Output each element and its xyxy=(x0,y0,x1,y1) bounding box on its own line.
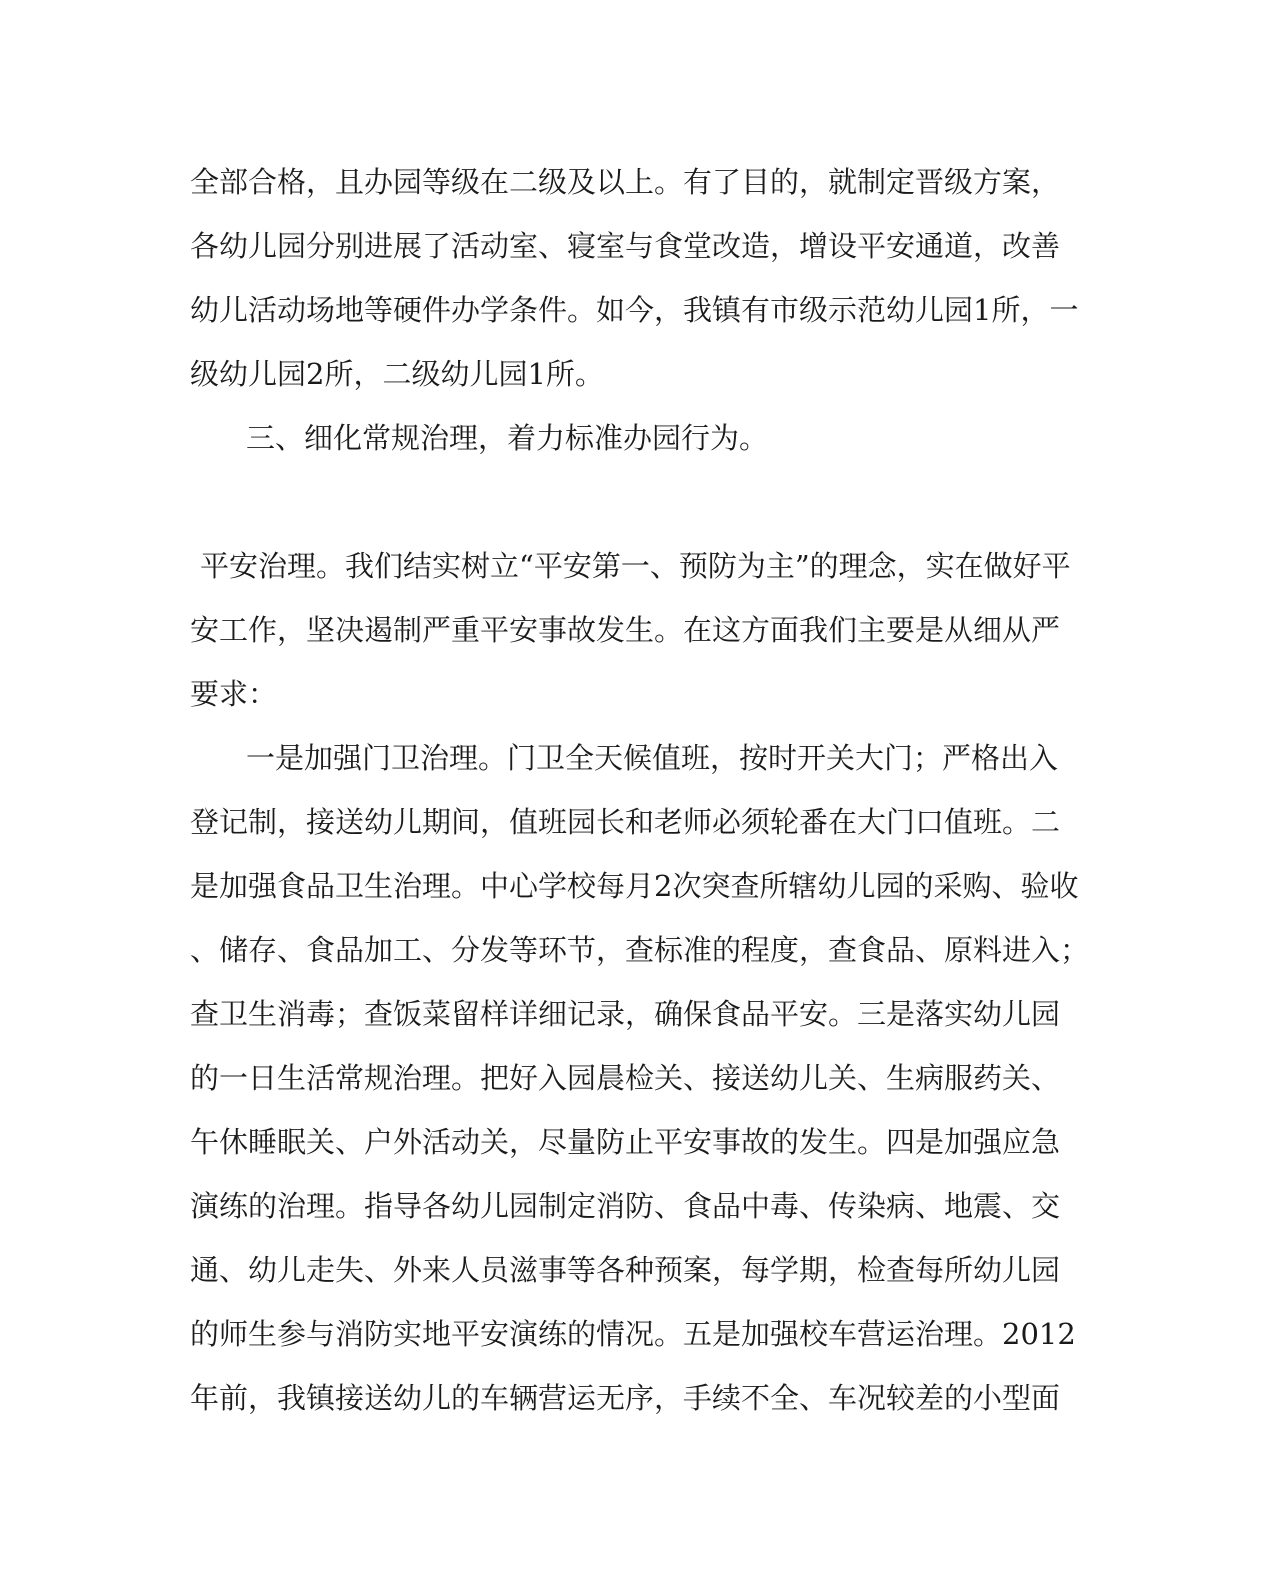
paragraph-line-7: 安工作，坚决遏制严重平安事故发生。在这方面我们主要是从细从严 xyxy=(190,613,1061,647)
paragraph-line-11: 是加强食品卫生治理。中心学校每月2次突查所辖幼儿园的采购、验收 xyxy=(190,869,1079,903)
paragraph-line-18: 的师生参与消防实地平安演练的情况。五是加强校车营运治理。2012 xyxy=(190,1317,1076,1351)
paragraph-line-12: 、储存、食品加工、分发等环节，查标准的程度，查食品、原料进入； xyxy=(190,933,1090,967)
paragraph-line-9: 一是加强门卫治理。门卫全天候值班，按时开关大门；严格出入 xyxy=(246,741,1059,775)
paragraph-line-10: 登记制，接送幼儿期间，值班园长和老师必须轮番在大门口值班。二 xyxy=(190,805,1061,839)
paragraph-line-2: 各幼儿园分别进展了活动室、寝室与食堂改造，增设平安通道，改善 xyxy=(190,229,1061,263)
paragraph-line-1: 全部合格，且办园等级在二级及以上。有了目的，就制定晋级方案， xyxy=(190,165,1061,199)
paragraph-line-17: 通、幼儿走失、外来人员滋事等各种预案，每学期，检查每所幼儿园 xyxy=(190,1253,1061,1287)
paragraph-line-4: 级幼儿园2所，二级幼儿园1所。 xyxy=(190,357,604,391)
paragraph-line-14: 的一日生活常规治理。把好入园晨检关、接送幼儿关、生病服药关、 xyxy=(190,1061,1061,1095)
paragraph-line-3: 幼儿活动场地等硬件办学条件。如今，我镇有市级示范幼儿园1所，一 xyxy=(190,293,1079,327)
paragraph-line-16: 演练的治理。指导各幼儿园制定消防、食品中毒、传染病、地震、交 xyxy=(190,1189,1061,1223)
section-heading: 三、细化常规治理，着力标准办园行为。 xyxy=(246,421,769,455)
paragraph-line-19: 年前，我镇接送幼儿的车辆营运无序，手续不全、车况较差的小型面 xyxy=(190,1381,1061,1415)
paragraph-line-13: 查卫生消毒；查饭菜留样详细记录，确保食品平安。三是落实幼儿园 xyxy=(190,997,1061,1031)
paragraph-line-6: 平安治理。我们结实树立“平安第一、预防为主”的理念，实在做好平 xyxy=(200,549,1071,583)
paragraph-line-8: 要求： xyxy=(190,677,278,711)
paragraph-line-15: 午休睡眠关、户外活动关，尽量防止平安事故的发生。四是加强应急 xyxy=(190,1125,1061,1159)
